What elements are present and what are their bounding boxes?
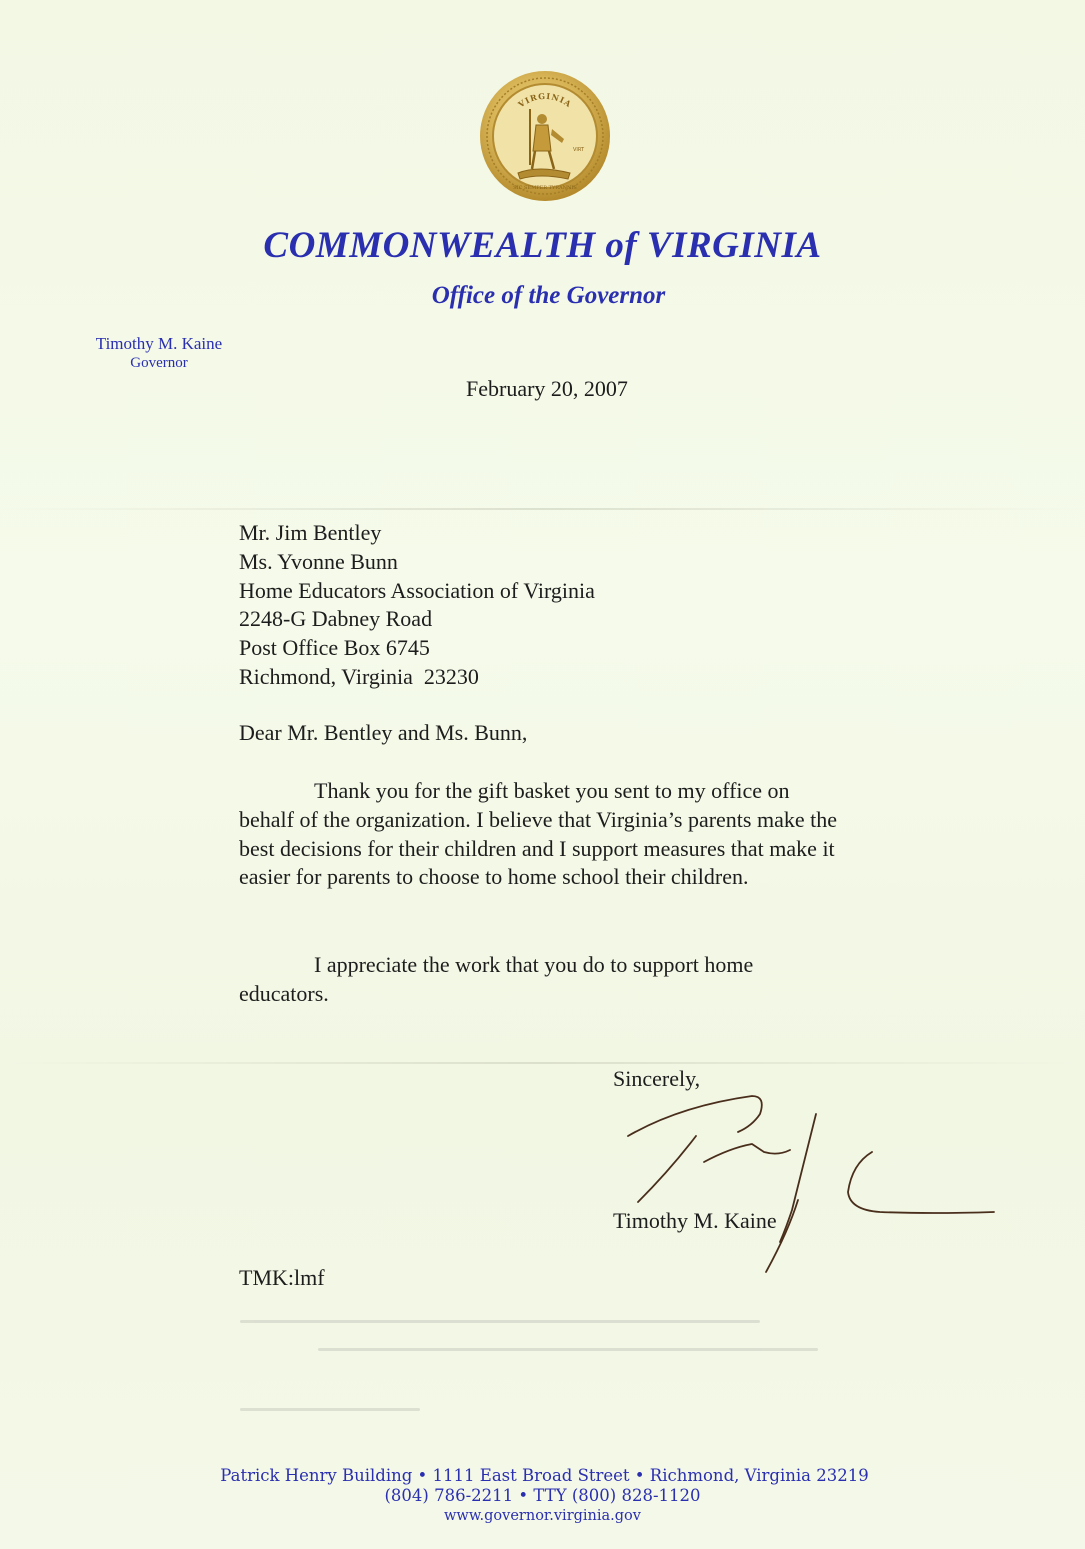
office-title: Office of the Governor: [431, 282, 666, 309]
paper-fold-line: [0, 1062, 1085, 1064]
body-paragraph: Thank you for the gift basket you sent to my office on behalf of the organization. I believe that Virginia’s parents make the best decisions for their children and I support measures that make it easier for parents to choose to home school their children.: [239, 778, 837, 890]
show-through-smudge: [238, 1290, 828, 1430]
handwritten-signature: [620, 1092, 1010, 1282]
signer-name: Timothy M. Kaine: [613, 1208, 777, 1233]
footer-phone: (804) 786-2211 • TTY (800) 828-1120: [384, 1486, 701, 1505]
paper-fold-line: [0, 508, 1085, 510]
letter-date: February 20, 2007: [466, 376, 628, 401]
svg-text:VIRT: VIRT: [573, 147, 585, 153]
svg-text:VIRGINIA: VIRGINIA: [516, 90, 574, 110]
governor-block: [82, 334, 236, 372]
letterhead-footer: [0, 1466, 1085, 1526]
salutation: Dear Mr. Bentley and Ms. Bunn,: [239, 720, 528, 745]
address-line: 2248-G Dabney Road: [239, 606, 433, 632]
footer-website: www.governor.virginia.gov: [444, 1508, 641, 1524]
address-line: Ms. Yvonne Bunn: [239, 548, 398, 574]
address-line: Richmond, Virginia 23230: [239, 663, 479, 689]
address-line: Home Educators Association of Virginia: [239, 577, 595, 603]
organization-title: COMMONWEALTH of VIRGINIA: [263, 225, 822, 266]
virginia-seal-icon: [478, 69, 612, 203]
typist-initials: TMK:lmf: [239, 1265, 325, 1290]
address-line: Post Office Box 6745: [239, 635, 430, 661]
footer-address: Patrick Henry Building • 1111 East Broad Street • Richmond, Virginia 23219: [220, 1466, 869, 1485]
governor-name: Timothy M. Kaine: [95, 334, 223, 353]
governor-title: Governor: [130, 355, 188, 371]
closing: Sincerely,: [613, 1066, 701, 1091]
body-paragraph: I appreciate the work that you do to support home educators.: [239, 952, 754, 1006]
svg-text:SIC SEMPER TYRANNIS: SIC SEMPER TYRANNIS: [513, 185, 577, 191]
address-line: Mr. Jim Bentley: [239, 520, 382, 545]
recipient-address: [239, 519, 595, 692]
